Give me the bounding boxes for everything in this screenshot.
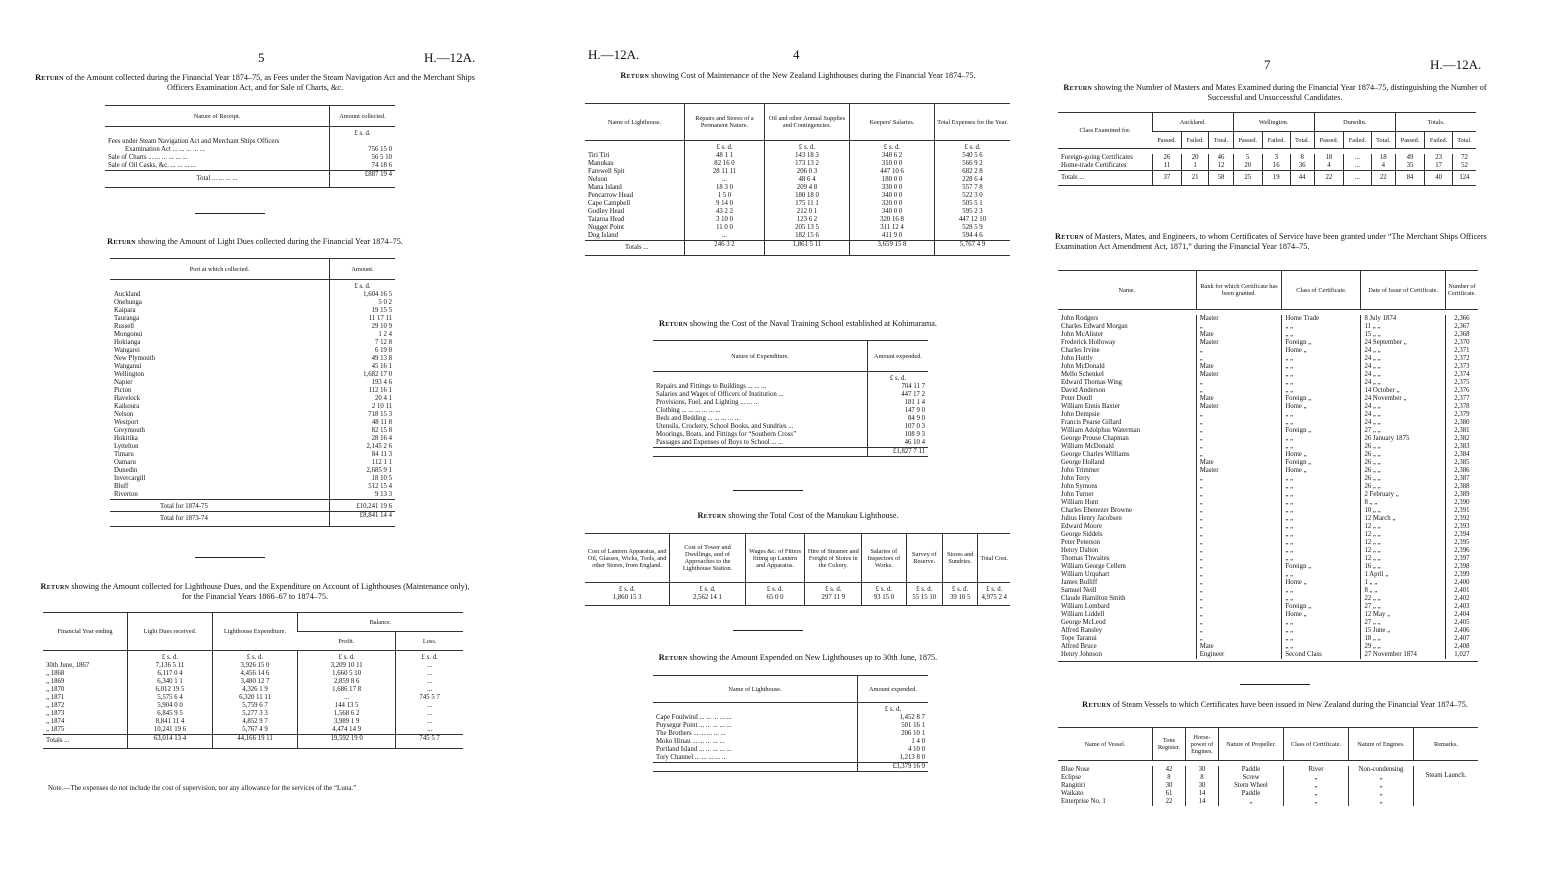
- table-row: Lyttelton 2,145 2 6: [110, 443, 395, 451]
- table-row: New Plymouth 49 13 8: [110, 355, 395, 363]
- new-lighthouses-return-title: Return showing the Amount Expended on New Lighthouses up to 30th June, 1875.: [658, 653, 938, 662]
- table-row: „ 1874 8,841 11 4 4,852 9 7 3,989 1 9 ...: [43, 718, 463, 726]
- table-row: Claude Hamilton Smith „ „ „ 22 „ „ 2,402: [1058, 595, 1478, 603]
- fees-return-title: Return of the Amount collected during the Financial Year 1874–75, as Fees under the Steam Navigation Act and the Merchant Ships Officers Examination Act, and for Sale of Charts, &c.: [35, 73, 475, 92]
- table-row: Tiri Tiri 48 1 1 143 18 3 348 6 2 540 5 6: [585, 152, 1010, 160]
- table-row: Wellington 1,682 17 0: [110, 371, 395, 379]
- table-row: Salaries and Wages of Officers of Institution ... 447 17 2: [653, 391, 928, 399]
- table-row: „ 1868 6,117 0 4 4,456 14 6 1,660 5 10 ...: [43, 670, 463, 678]
- table-row: 30th June, 1867 7,136 5 11 3,926 15 0 3,209 10 11 ...: [43, 662, 463, 670]
- table-row: Bluff 512 15 4: [110, 483, 395, 491]
- table-row: Invercargill 18 10 5: [110, 475, 395, 483]
- table-row: Utensils, Crockery, School Books, and Sundries ... 107 0 3: [653, 423, 928, 431]
- table-row: Wanganui 45 16 1: [110, 363, 395, 371]
- table-row: Wangarei 6 19 8: [110, 347, 395, 355]
- table-row: Oamaru 112 1 1: [110, 459, 395, 467]
- table-row: „ 1872 5,904 0 0 5,759 6 7 144 13 5 ...: [43, 702, 463, 710]
- page-number: 5: [258, 50, 265, 65]
- table-row: Henry Dalton „ „ „ 12 „ „ 2,396: [1058, 547, 1478, 555]
- table-row: John McAlister Mate „ „ 15 „ „ 2,368: [1058, 331, 1478, 339]
- table-row: Julius Henry Jacobsen „ „ „ 12 March „ 2,392: [1058, 515, 1478, 523]
- table-row: Henry Johnson Engineer Second Class 27 November 1874 1,027: [1058, 651, 1478, 659]
- table-row: Portland Island ... ... ... ... ... 4 10 0: [653, 746, 928, 754]
- table-row: Mongonui 1 2 4: [110, 331, 395, 339]
- table-row: The Brothers ... ... ... ... ... 206 10 1: [653, 730, 928, 738]
- table-row: Greymouth 82 15 8: [110, 427, 395, 435]
- table-row: Napier 193 4 6: [110, 379, 395, 387]
- light-dues-table: Port at which collected. Amount. £ s. d. Auckland 1,604 16 5 Onehunga 5 0 2 Kaipara 19 15 5 Tauranga 11 17 11 Russell 29 10 9 Mongonui 1 2 4 Hokianga 7 12 8 Wangarei 6 19 8 New Plymouth 49 13 8 Wanganui 45 16 1 Wellington 1,682 17 0 Napier 193 4 6 Picton 112 16 1 Havelock 20 4 1 Kaikoura 2 10 11 Nelson 718 15 3 Westport 48 11 8 Greymouth 82 15 8 Hokitika 28 16 4 Lyttelton 2,145 2 6 Timaru 84 11 3 Oamaru 112 1 1 Dunedin 2,685 9 1 Invercargill 18 10 5 Bluff 512 15 4 Riverton 9 13 3 Total for 1874-75 £10,241 19 6 Total for 1873-74 £8,841 14 4: [110, 258, 395, 527]
- table-row: Passages and Expenses of Boys to School ... ... 46 10 4: [653, 439, 928, 448]
- table-row: William Adolphus Waterman „ Foreign „ 27 „ „ 2,381: [1058, 427, 1478, 435]
- table-row: John Turner „ „ „ 2 February „ 2,389: [1058, 491, 1478, 499]
- page-5: [0, 0, 500, 882]
- table-row: Puysegur Point ... ... ... ... ... 501 16 1: [653, 722, 928, 730]
- service-return-title: Return of Masters, Mates, and Engineers, to whom Certificates of Service have been granted under “The Merchant Ships Officers Examination Act Amendment Act, 1871,” during the Financial Year 1874–75.: [1055, 232, 1487, 251]
- table-row: Waikato 61 14 Paddle „ „: [1058, 790, 1478, 798]
- table-row: „ 1871 5,575 6 4 6,320 11 11 ... 745 5 7: [43, 694, 463, 702]
- table-row: Hokitika 28 16 4: [110, 435, 395, 443]
- table-row: William Ennis Baxter Master Home „ 24 „ „ 2,378: [1058, 403, 1478, 411]
- table-row: John Terry „ „ „ 26 „ „ 2,387: [1058, 475, 1478, 483]
- table-row: Nelson ... 48 6 4 180 0 0 228 6 4: [585, 176, 1010, 184]
- table-row: Home-trade Certificates 11 1 12 20 16 36 4 ... 4 35 17 52: [1058, 162, 1476, 171]
- table-row: Godley Head 43 2 2 212 0 1 340 0 0 595 2 3: [585, 208, 1010, 216]
- table-row: John Rodgers Master Home Trade 8 July 1874 2,366: [1058, 315, 1478, 323]
- page-reference: H.—12A.: [424, 50, 476, 65]
- table-row: Peter Doull Mate Foreign „ 24 November „ 2,377: [1058, 395, 1478, 403]
- manukau-cost-table: Cost of Lantern Apparatus, and Oil, Glasses, Wicks, Tools, and other Stores, from England. Cost of Tower and Dwellings, and of Approaches to the Lighthouse Station. Wages &c. of Fitters fitting up Lantern and Apparatus. Hire of Steamer and Freight of Stores in the Colony. Salaries of Inspectors of Works. Survey of Reserve. Stores and Sundries. Total Cost. £ s. d. £ s. d. £ s. d. £ s. d. £ s. d. £ s. d. £ s. d. £ s. d. 1,860 15 3 2,562 14 1 65 0 0 297 11 9 93 15 0 55 15 10 39 10 5 4,975 2 4: [585, 533, 1010, 606]
- table-row: John Symons „ „ „ 26 „ „ 2,388: [1058, 483, 1478, 491]
- table-row: Taiaroa Head 3 10 0 123 6 2 320 16 8 447 12 10: [585, 216, 1010, 224]
- table-row: „ 1870 6,012 19 5 4,326 1 9 1,686 17 8 ...: [43, 686, 463, 694]
- table-row: Riverton 9 13 3: [110, 491, 395, 500]
- table-row: Timaru 84 11 3: [110, 451, 395, 459]
- table-row: Edward Thomas Wing „ „ „ 24 „ „ 2,375: [1058, 379, 1478, 387]
- table-row: Provisions, Fuel, and Lighting ... ... ... 181 1 4: [653, 399, 928, 407]
- table-row: James Bulliff „ Home „ 1 „ „ 2,400: [1058, 579, 1478, 587]
- table-row: George Prouse Chapman „ „ „ 26 January 1875 2,382: [1058, 435, 1478, 443]
- table-row: Kaipara 19 15 5: [110, 307, 395, 315]
- table-row: George Holland Mate Foreign „ 26 „ „ 2,385: [1058, 459, 1478, 467]
- table-row: Tope Taranui „ „ „ 18 „ „ 2,407: [1058, 635, 1478, 643]
- naval-school-return-title: Return showing the Cost of the Naval Training School established at Kohimarama.: [659, 319, 937, 328]
- table-row: „ 1875 10,241 19 6 5,767 4 9 4,474 14 9 ...: [43, 726, 463, 735]
- table-row: David Anderson „ „ „ 14 October „ 2,376: [1058, 387, 1478, 395]
- table-row: Cape Foulwind ... ... ... ... ... 1,452 8 7: [653, 714, 928, 722]
- table-row: „ 1869 6,340 1 1 3,480 12 7 2,859 8 6 ...: [43, 678, 463, 686]
- table-row: Samuel Neill „ „ „ 8 „ „ 2,401: [1058, 587, 1478, 595]
- table-row: Peter Peterson „ „ „ 12 „ „ 2,395: [1058, 539, 1478, 547]
- table-row: Pencarrow Head 1 5 0 180 18 0 340 0 0 522 3 0: [585, 192, 1010, 200]
- table-row: Tory Channel ... ... ... ... ... 1,213 8 0: [653, 754, 928, 763]
- table-row: Blue Nose 42 30 Paddle River Non-condensing Steam Launch.: [1058, 766, 1478, 774]
- table-row: Enterprise No. 1 22 14 „ „ „: [1058, 798, 1478, 806]
- table-row: Mana Island 18 3 0 209 4 8 330 0 0 557 7 8: [585, 184, 1010, 192]
- table-row: William George Cellem „ Foreign „ 16 „ „ 2,398: [1058, 563, 1478, 571]
- table-row: Charles Edward Morgan „ „ „ 11 „ „ 2,367: [1058, 323, 1478, 331]
- table-row: Tauranga 11 17 11: [110, 315, 395, 323]
- table-row: Eclipse 8 8 Screw „ „: [1058, 774, 1478, 782]
- remarks-cell: Steam Launch.: [1414, 766, 1479, 806]
- divider: [1240, 684, 1310, 685]
- table-row: William Lombard „ Foreign „ 27 „ „ 2,403: [1058, 603, 1478, 611]
- steam-vessels-return-title: Return of Steam Vessels to which Certificates have been issued in New Zealand during the Financial Year 1874–75.: [1082, 700, 1468, 709]
- manukau-return-title: Return showing the Total Cost of the Manukau Lighthouse.: [697, 511, 899, 520]
- table-row: Cape Campbell 9 14 0 175 11 1 320 0 0 505 5 1: [585, 200, 1010, 208]
- table-row: Charles Ebenezer Browne „ „ „ 10 „ „ 2,391: [1058, 507, 1478, 515]
- table-row: George Charles Williams „ Home „ 26 „ „ 2,384: [1058, 451, 1478, 459]
- table-row: Repairs and Fittings to Buildings ... ... ... 704 11 7: [653, 383, 928, 391]
- table-row: Moko Hinau ... ... ... ... ... 1 4 0: [653, 738, 928, 746]
- table-row: John Dempsie „ „ „ 24 „ „ 2,379: [1058, 411, 1478, 419]
- table-row: William Liddell „ Home „ 12 May „ 2,404: [1058, 611, 1478, 619]
- masters-return-title: Return showing the Number of Masters and Mates Examined during the Financial Year 1874–75, distinguishing the Number of Successful and Unsuccessful Candidates.: [1063, 83, 1487, 102]
- table-row: Picton 112 16 1: [110, 387, 395, 395]
- steam-vessels-table: Name of Vessel. Tons Register. Horse-power of Engines. Nature of Propeller. Class of Certificate. Nature of Engines. Remarks. Blue Nose 42 30 Paddle River Non-condensing Steam Launch. Eclipse 8 8 Screw „ „ Rangitiri 30 30 Stern Wheel „ „ Waikato 61 14 Paddle „ „ Enterprise No. 1 22 14 „ „ „: [1058, 727, 1478, 806]
- table-row: George McLeod „ „ „ 27 „ „ 2,405: [1058, 619, 1478, 627]
- new-lighthouses-table: Name of Lighthouse. Amount expended. £ s. d. Cape Foulwind ... ... ... ... ... 1,452 8 7 Puysegur Point ... ... ... ... ... 501 16 1 The Brothers ... ... ... ... ... 206 10 1 Moko Hinau ... ... ... ... ... 1 4 0 Portland Island ... ... ... ... ... 4 10 0 Tory Channel ... ... ... ... ... 1,213 8 0 £3,379 16 9: [653, 675, 928, 772]
- table-row: Nelson 718 15 3: [110, 411, 395, 419]
- table-row: Alfred Bruce Mate „ „ 29 „ „ 2,408: [1058, 643, 1478, 651]
- table-row: Havelock 20 4 1: [110, 395, 395, 403]
- table-row: Russell 29 10 9: [110, 323, 395, 331]
- table-row: Kaikoura 2 10 11: [110, 403, 395, 411]
- table-row: John Trimmer Master Home „ 26 „ „ 2,386: [1058, 467, 1478, 475]
- table-row: Dunedin 2,685 9 1: [110, 467, 395, 475]
- table-row: Onehunga 5 0 2: [110, 299, 395, 307]
- fees-table: Nature of Receipt. Amount collected. £ s. d. Fees under Steam Navigation Act and Merchant Ships Officers Examination Act ... ... ... ... ... 756 15 0 Sale of Charts ... ... ... ... ... ... 56 5 10 Sale of Oil Casks, &c. ... ... ... ... 74 18 6 Total ... ... ... ... £887 19 4: [105, 105, 395, 188]
- page-reference: H.—12A.: [588, 47, 640, 62]
- table-row: William Urquhart „ „ „ 1 April „ 2,399: [1058, 571, 1478, 579]
- page-7: [1040, 0, 1545, 882]
- table-row: Dog Island ... 182 15 6 411 9 0 594 4 6: [585, 232, 1010, 241]
- table-row: Auckland 1,604 16 5: [110, 291, 395, 299]
- lighthouse-dues-return-title: Return showing the Amount collected for Lighthouse Dues, and the Expenditure on Account of Lighthouses (Maintenance only), for the Financial Years 1866–67 to 1874–75.: [40, 582, 470, 601]
- naval-school-table: Nature of Expenditure. Amount expended. £ s. d. Repairs and Fittings to Buildings ... ... ... 704 11 7 Salaries and Wages of Officers of Institution ... 447 17 2 Provisions, Fuel, and Lighting ... ... ... 181 1 4 Clothing ... ... ... ... ... ... 147 9 0 Beds and Bedding ... ... ... ... ... 84 9 0 Utensils, Crockery, School Books, and Sundries ... 107 0 3 Moorings, Boats, and Fittings for “Southern Cross” 108 9 3 Passages and Expenses of Boys to School ... ... 46 10 4 £1,827 7 11: [653, 340, 928, 457]
- table-row: Thomas Thwaites „ „ „ 12 „ „ 2,397: [1058, 555, 1478, 563]
- masters-examined-table: Class Examined for. Auckland. Wellington. Dunedin. Totals. Passed. Failed. Total. Passed. Failed. Total. Passed. Failed. Total. Passed. Failed. Total. Foreign-going Certificates 26 20 46 5 3 8 18 ... 18 49 23 72 Home-trade Certificates 11 1 12 20 16 36 4 ... 4 35 17 52 Totals ... 37 21 58 25 19 44 22 ... 22 84 40 124: [1058, 112, 1476, 186]
- table-row: George Siddels „ „ „ 12 „ „ 2,394: [1058, 531, 1478, 539]
- table-row: Manukau 82 16 0 173 13 2 310 0 0 566 9 2: [585, 160, 1010, 168]
- table-row: Hokianga 7 12 8: [110, 339, 395, 347]
- page-reference: H.—12A.: [1430, 57, 1482, 72]
- table-row: Frederick Holloway Master Foreign „ 24 September „ 2,370: [1058, 339, 1478, 347]
- table-row: Francis Pearse Gillard „ „ „ 24 „ „ 2,380: [1058, 419, 1478, 427]
- divider: [733, 490, 803, 491]
- service-certificates-table: Name. Rank for which Certificate has been granted. Class of Certificate. Date of Issue of Certificate. Number of Certificate. John Rodgers Master Home Trade 8 July 1874 2,366 Charles Edward Morgan „ „ „ 11 „ „ 2,367 John McAlister Mate „ „ 15 „ „ 2,368 Frederick Holloway Master Foreign „ 24 September „ 2,370 Charles Irvine „ Home „ 24 „ „ 2,371 John Huttly „ „ „ 24 „ „ 2,372 John McDonald Mate „ „ 24 „ „ 2,373 Mello Schenkel Master „ „ 24 „ „ 2,374 Edward Thomas Wing „ „ „ 24 „ „ 2,375 David Anderson „ „ „ 14 October „ 2,376 Peter Doull Mate Foreign „ 24 November „ 2,377 William Ennis Baxter Master Home „ 24 „ „ 2,378 John Dempsie „ „ „ 24 „ „ 2,379 Francis Pearse Gillard „ „ „ 24 „ „ 2,380 William Adolphus Waterman „ Foreign „ 27 „ „ 2,381 George Prouse Chapman „ „ „ 26 January 1875 2,382 William McDonald „ „ „ 26 „ „ 2,383 George Charles Williams „ Home „ 26 „ „ 2,384 George Holland Mate Foreign „ 26 „ „ 2,385 John Trimmer Master Home „ 26 „ „ 2,386 John Terry „ „ „ 26 „ „ 2,387 John Symons „ „ „ 26 „ „ 2,388 John Turner „ „ „ 2 February „ 2,389 William Hunt „ „ „ 8 „ „ 2,390 Charles Ebenezer Browne „ „ „ 10 „ „ 2,391 Julius Henry Jacobsen „ „ „ 12 March „ 2,392 Edward Moore „ „ „ 12 „ „ 2,393 George Siddels „ „ „ 12 „ „ 2,394 Peter Peterson „ „ „ 12 „ „ 2,395 Henry Dalton „ „ „ 12 „ „ 2,396 Thomas Thwaites „ „ „ 12 „ „ 2,397 William George Cellem „ Foreign „ 16 „ „ 2,398 William Urquhart „ „ „ 1 April „ 2,399 James Bulliff „ Home „ 1 „ „ 2,400 Samuel Neill „ „ „ 8 „ „ 2,401 Claude Hamilton Smith „ „ „ 22 „ „ 2,402 William Lombard „ Foreign „ 27 „ „ 2,403 William Liddell „ Home „ 12 May „ 2,404 George McLeod „ „ „ 27 „ „ 2,405 Alfred Ransley „ „ „ 15 June „ 2,406 Tope Taranui „ „ „ 18 „ „ 2,407 Alfred Bruce Mate „ „ 29 „ „ 2,408 Henry Johnson Engineer Second Class 27 November 1874 1,027: [1058, 270, 1478, 662]
- page-4: [518, 0, 1028, 882]
- page-number: 7: [1264, 57, 1271, 72]
- table-row: William Hunt „ „ „ 8 „ „ 2,390: [1058, 499, 1478, 507]
- maintenance-table: Name of Lighthouse. Repairs and Stores of a Permanent Nature. Oil and other Annual Supplies and Contingencies. Keepers' Salaries. Total Expenses for the Year. £ s. d. £ s. d. £ s. d. £ s. d. Tiri Tiri 48 1 1 143 18 3 348 6 2 540 5 6 Manukau 82 16 0 173 13 2 310 0 0 566 9 2 Farewell Spit 28 11 11 206 0 3 447 10 6 682 2 8 Nelson ... 48 6 4 180 0 0 228 6 4 Mana Island 18 3 0 209 4 8 330 0 0 557 7 8 Pencarrow Head 1 5 0 180 18 0 340 0 0 522 3 0 Cape Campbell 9 14 0 175 11 1 320 0 0 505 5 1 Godley Head 43 2 2 212 0 1 340 0 0 595 2 3 Taiaroa Head 3 10 0 123 6 2 320 16 8 447 12 10 Nugget Point 11 0 0 205 13 5 311 12 4 528 5 9 Dog Island ... 182 15 6 411 9 0 594 4 6 Totals ... 246 3 2 1,861 5 11 3,659 15 8 5,767 4 9: [585, 103, 1010, 256]
- divider: [195, 213, 265, 214]
- table-row: Westport 48 11 8: [110, 419, 395, 427]
- table-row: „ 1873 6,845 9 5 5,277 3 3 1,568 6 2 ...: [43, 710, 463, 718]
- table-row: John McDonald Mate „ „ 24 „ „ 2,373: [1058, 363, 1478, 371]
- divider: [195, 557, 265, 558]
- table-row: Moorings, Boats, and Fittings for “Southern Cross” 108 9 3: [653, 431, 928, 439]
- divider: [733, 630, 803, 631]
- table-row: Nugget Point 11 0 0 205 13 5 311 12 4 528 5 9: [585, 224, 1010, 232]
- lighthouse-dues-table: Financial Year ending Light Dues received. Lighthouse Expenditure. Balance. Profit. Loss. £ s. d. £ s. d. £ s. d. £ s. d. 30th June, 1867 7,136 5 11 3,926 15 0 3,209 10 11 ... „ 1868 6,117 0 4 4,456 14 6 1,660 5 10 ... „ 1869 6,340 1 1 3,480 12 7 2,859 8 6 ... „ 1870 6,012 19 5 4,326 1 9 1,686 17 8 ... „ 1871 5,575 6 4 6,320 11 11 ... 745 5 7 „ 1872 5,904 0 0 5,759 6 7 144 13 5 ... „ 1873 6,845 9 5 5,277 3 3 1,568 6 2 ... „ 1874 8,841 11 4 4,852 9 7 3,989 1 9 ... „ 1875 10,241 19 6 5,767 4 9 4,474 14 9 ... Totals ... 63,014 13 4 44,166 19 11 19,592 19 0 745 5 7: [43, 612, 463, 749]
- page-number: 4: [793, 47, 800, 62]
- maintenance-return-title: Return showing Cost of Maintenance of the New Zealand Lighthouses during the Financial Year 1874–75.: [620, 71, 976, 80]
- light-dues-return-title: Return showing the Amount of Light Dues collected during the Financial Year 1874–75.: [107, 237, 403, 246]
- table-row: Clothing ... ... ... ... ... ... 147 9 0: [653, 407, 928, 415]
- table-row: William McDonald „ „ „ 26 „ „ 2,383: [1058, 443, 1478, 451]
- table-row: Farewell Spit 28 11 11 206 0 3 447 10 6 682 2 8: [585, 168, 1010, 176]
- footnote: Note.—The expenses do not include the cost of supervision, nor any allowance for the services of the “Luna.”: [48, 784, 357, 792]
- table-row: Edward Moore „ „ „ 12 „ „ 2,393: [1058, 523, 1478, 531]
- table-row: Alfred Ransley „ „ „ 15 June „ 2,406: [1058, 627, 1478, 635]
- table-row: Mello Schenkel Master „ „ 24 „ „ 2,374: [1058, 371, 1478, 379]
- table-row: Rangitiri 30 30 Stern Wheel „ „: [1058, 782, 1478, 790]
- table-row: John Huttly „ „ „ 24 „ „ 2,372: [1058, 355, 1478, 363]
- table-row: Foreign-going Certificates 26 20 46 5 3 8 18 ... 18 49 23 72: [1058, 154, 1476, 162]
- table-row: Charles Irvine „ Home „ 24 „ „ 2,371: [1058, 347, 1478, 355]
- table-row: Beds and Bedding ... ... ... ... ... 84 9 0: [653, 415, 928, 423]
